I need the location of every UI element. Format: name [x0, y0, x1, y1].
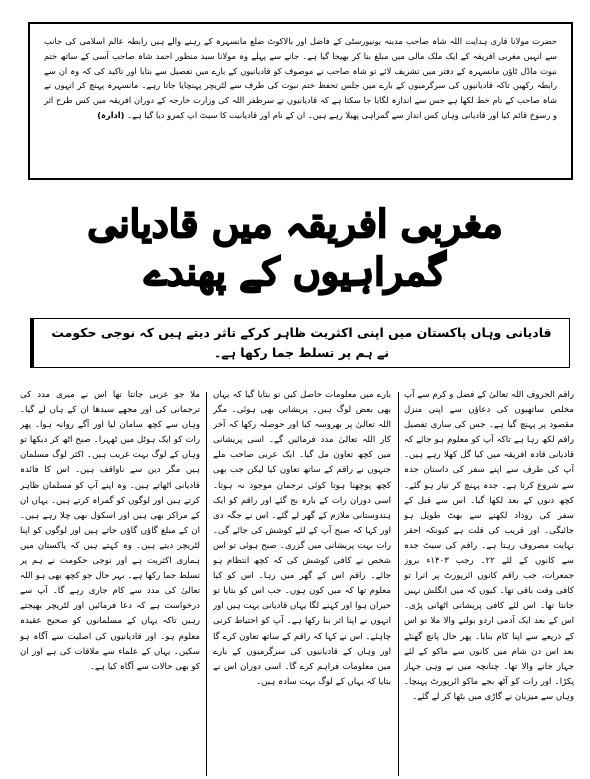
- column-divider: [206, 392, 207, 776]
- subheading-box: [30, 318, 570, 368]
- editorial-note-signature: (ادارہ): [97, 109, 125, 120]
- column-2-text: بارے میں معلومات حاصل کیں تو بتایا گیا کہ یہاں بھی بعض لوگ ہیں۔ پریشانی بھی ہوئی۔ مگر اللہ تعالیٰ پر بھروسہ کیا اور حوصلہ رکھا کہ آخر کار اللہ تعالیٰ مدد فرمائیں گے۔ اسی پریشانی میں کچھ تعاون مل گیا۔ ایک عربی صاحب ملے جنہوں نے راقم کے ساتھ تعاون کیا لیکن جب بھی کچھ پوچھنا ہوتا کوئی ترجمان موجود نہ ہوتا۔ اسی دوران رات کے بارہ بج گئے اور راقم کو ایک ہندوستانی ملازم کے گھر لے گئے۔ اس نے جگہ دی اور کہا کہ صبح آپ کے لئے کوشش کی جائے گی۔ رات بہت پریشانی میں گزری۔ صبح ہوئی تو اس شخص نے کافی کوشش کی کہ کچھ انتظام ہو جائے۔ راقم اس کے گھر میں رہا۔ اس کو کیا معلوم تھا کہ میں کون ہوں۔ جب اس کو بتایا تو حیران ہوا اور کہنے لگا یہاں قادیانی بہت ہیں اور انہوں نے اپنا اثر بنا رکھا ہے۔ آپ کو احتیاط کرنی چاہئے۔ اس نے کہا کہ راقم کے ساتھ تعاون کرے گا اور وہاں کے قادیانیوں کی سرگرمیوں کے بارے میں معلومات فراہم کرے گا۔ اسی دوران اس نے بتایا کہ یہاں کے لوگ بہت سادہ ہیں۔: [213, 390, 391, 687]
- editorial-note-body: حضرت مولانا قاری ہدایت اللہ شاہ صاحب مدینہ یونیورسٹی کے فاضل اور بالاکوٹ ضلع مانسہرہ کے رہنے والے ہیں رابطہ عالم اسلامی کی جانب سے انہیں مغربی افریقہ کے ایک ملک مالی میں مبلغ بنا کر بھیجا گیا ہے۔ جانے سے پہلے وہ مولانا سید منظور احمد شاہ صاحب آسی کے ساتھ ختم نبوت ماڈل ٹاؤن مانسہرہ کے دفتر میں تشریف لائے تو شاہ صاحب نے موصوف کو قادیانیوں کے بارے میں تفصیل سے بتایا اور تاکید کی کہ وہ ان سے رابطہ رکھیں تاکہ قادیانیوں کی سرگرمیوں کے بارے میں جلس تحفظ ختم نبوت کی طرف سے لٹریچر پہنچایا جاتا رہے۔ مانسہرہ پہنچ کر انہوں نے شاہ صاحب کے نام خط لکھا ہے جس سے اندازہ لگایا جا سکتا ہے کہ قادیانیوں نے سرظفر اللہ کی وزارت خارجہ کے دوران افریقہ میں کس طرح اثر و رسوخ قائم کیا اور قادیانی وہاں کس انداز سے گمراہی پھیلا رہے ہیں۔ ان کے نام اور قادیانیت کا سیٹ اپ کمرو دیا گیا ہے۔: [44, 36, 557, 120]
- column-3-text: ملا جو عربی جانتا تھا اس نے میری مدد کی ترجمانی کی اور مجھے سیدھا ان کے ہاں لے گیا۔ وہاں سے کچھ سامان لیا اور آگے روانہ ہوا۔ پھر رات کو ایک ہوٹل میں ٹھہرا۔ صبح اٹھ کر دیکھا تو وہاں کے لوگ بہت غریب ہیں۔ اکثر لوگ مسلمان ہیں مگر دین سے ناواقف ہیں۔ اس کا فائدہ قادیانی اٹھاتے ہیں۔ وہ اپنے آپ کو مسلمان ظاہر کرتے ہیں اور لوگوں کو گمراہ کرتے ہیں۔ یہاں ان کے مراکز بھی ہیں اور اسکول بھی چلا رہے ہیں۔ ان کے مبلغ گاؤں گاؤں جاتے ہیں اور لوگوں کو اپنا لٹریچر دیتے ہیں۔ وہ کہتے ہیں کہ پاکستان میں ہماری اکثریت ہے اور نوجی حکومت نے ہم پر تسلط جما رکھا ہے۔ بہر حال جو کچھ بھی ہو اللہ تعالیٰ کی مدد سے کام جاری رہے گا۔ آپ سے درخواست ہے کہ دعا فرمائیں اور لٹریچر بھیجتے رہیں تاکہ یہاں کے مسلمانوں کو صحیح عقیدہ معلوم ہو۔ اور قادیانیوں کی اصلیت سے آگاہ ہو سکیں۔ یہاں کے علماء سے ملاقات کی ہے اور ان کو بھی حالات سے آگاہ کیا ہے۔: [20, 390, 200, 672]
- editorial-note-box: [28, 22, 573, 180]
- article-column-3: [20, 388, 200, 776]
- column-1-text: راقم الحروف اللہ تعالیٰ کے فضل و کرم سے آپ مخلص ساتھیوں کی دعاؤں سے اپنی منزل مقصود پر پہنچ گیا ہے۔ جس کی ساری تفصیل راقم لکھ رہا ہے تاکہ آپ کو معلوم ہو جائے کہ قادیانی قادہ افریقہ میں کیا گل کھلا رہے ہیں۔ آپ کی طرف سے اپنے سفر کی داستان جدہ سے شروع کرتا ہے۔ جدہ پہنچ کر تیار ہو گئے۔ کچھ دنوں کے بعد لکھا گیا۔ اس سے قبل کے سفر کی روداد لکھنے سے بھٹ طویل ہو جائیگی۔ اور قریب کی قلت ہے کیونکہ احقر نہایت مصروف رہتا ہے۔ راقم کی سیٹ جدہ سے کانوں کے لئے ۲۲۔ رجب ۱۴۰۳ء بروز جمعرات، جب راقم کانوں ائرپورٹ پر اترا تو کافی وقت باقی تھا۔ کیوں کہ میں انگلش نہیں جانتا تھا۔ اس لئے کافی پریشانی اٹھانی پڑی۔ اس کے بعد ایک آدمی اردو بولنے والا ملا تو اس کے ذریعے سے اپنا کام بنایا۔ پھر حال پانچ گھنٹے بعد اس دن شام میں کانوں سے ماکو کے لئے جہاز جانے والا تھا۔ چنانچہ میں نے وہی جہاز پکڑا۔ اور رات کو آٹھ بجے ماکو ائرپورٹ پہنچا۔ وہاں سے میزبان نے گاڑی میں بٹھا کر لے گئے۔: [404, 390, 574, 702]
- article-column-2: [213, 388, 391, 776]
- editorial-note-text: [44, 34, 557, 123]
- subheading-text: قادیانی وہاں پاکستان میں اپنی اکثریت ظاہر کرکے تاثر دیتے ہیں کہ نوجی حکومت نے ہم پر تسلط جما رکھا ہے۔: [51, 325, 552, 360]
- column-divider: [398, 392, 399, 776]
- headline-text: مغربی افریقہ میں قادیانی گمراہیوں کے پھندے: [87, 201, 503, 294]
- article-column-1: [404, 388, 574, 776]
- headline: [40, 188, 550, 308]
